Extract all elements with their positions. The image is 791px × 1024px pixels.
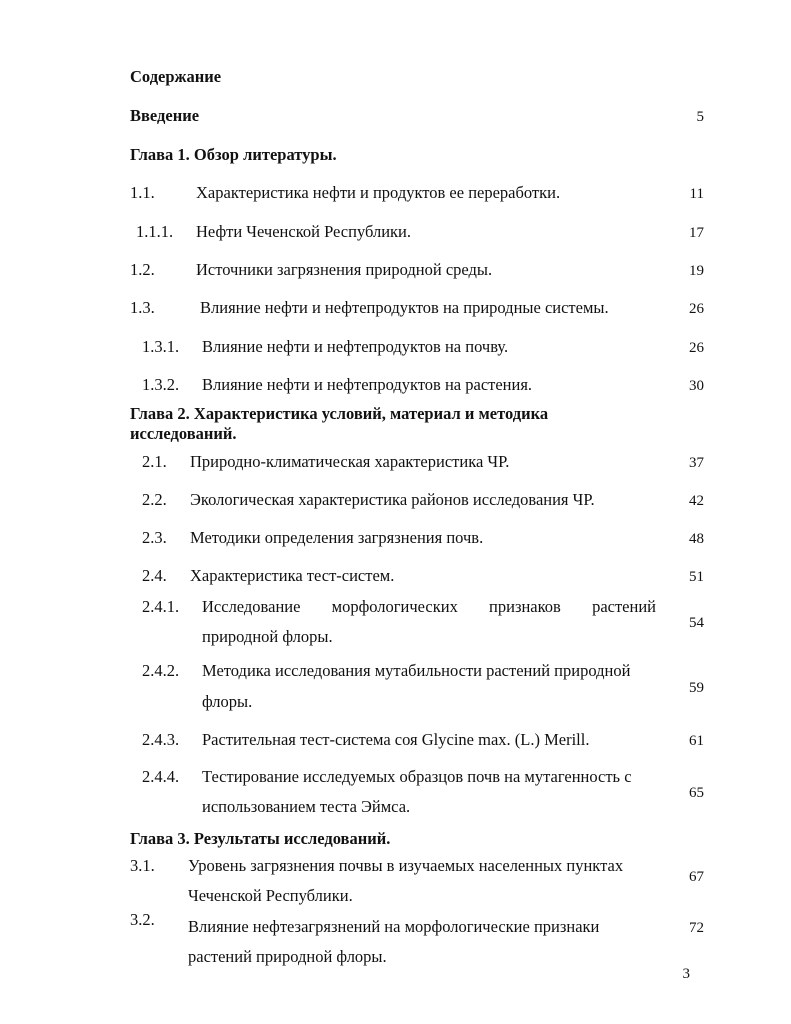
toc-word: Исследование — [202, 597, 301, 616]
toc-entry-label-cont: флоры. — [202, 692, 253, 711]
toc-entry-number: 2.3. — [142, 528, 167, 547]
toc-chapter-2: Глава 2. Характеристика условий, материал и методика — [130, 404, 549, 423]
toc-entry-number: 2.4. — [142, 566, 167, 585]
toc-entry-page: 17 — [689, 225, 704, 241]
toc-entry-label: Источники загрязнения природной среды. — [196, 260, 493, 279]
toc-entry-page: 65 — [689, 785, 704, 801]
toc-title: Содержание — [130, 67, 222, 86]
toc-entry-number: 1.3. — [130, 298, 155, 317]
toc-entry-page: 30 — [689, 378, 704, 394]
toc-intro-page: 5 — [696, 109, 704, 125]
toc-entry-label-cont: растений природной флоры. — [188, 947, 387, 966]
toc-word: признаков — [489, 597, 561, 616]
toc-chapter-2-cont: исследований. — [130, 424, 237, 443]
toc-entry-number: 1.1. — [130, 183, 155, 202]
toc-entry-label: Характеристика нефти и продуктов ее переработки. — [196, 183, 561, 202]
toc-entry-page: 67 — [689, 869, 704, 885]
toc-entry-page: 59 — [689, 680, 704, 696]
toc-entry-page: 37 — [689, 455, 704, 471]
toc-entry-number: 2.1. — [142, 452, 167, 471]
toc-entry-label: Экологическая характеристика районов исследования ЧР. — [190, 490, 595, 509]
toc-entry-page: 48 — [689, 531, 704, 547]
toc-entry-label-cont: Чеченской Республики. — [188, 886, 353, 905]
toc-entry-label: Характеристика тест-систем. — [190, 566, 395, 585]
toc-entry-page: 54 — [689, 615, 704, 631]
toc-entry-number: 2.2. — [142, 490, 167, 509]
toc-entry-page: 42 — [689, 493, 704, 509]
toc-entry-label-cont: природной флоры. — [202, 627, 333, 646]
toc-entry-page: 72 — [689, 920, 704, 936]
toc-entry-page: 26 — [689, 340, 704, 356]
toc-entry-label: Природно-климатическая характеристика ЧР. — [190, 452, 510, 471]
toc-entry-number: 2.4.2. — [142, 661, 180, 680]
toc-entry-label: Методика исследования мутабильности растений природной — [202, 661, 631, 680]
toc-entry-number: 2.4.1. — [142, 597, 180, 616]
toc-entry-page: 26 — [689, 301, 704, 317]
toc-entry-label-cont: использованием теста Эймса. — [202, 797, 411, 816]
toc-entry-number: 2.4.4. — [142, 767, 180, 786]
toc-intro-label: Введение — [130, 106, 200, 125]
toc-entry-label: Тестирование исследуемых образцов почв на мутагенность с — [202, 767, 632, 786]
toc-entry-number: 3.1. — [130, 856, 155, 875]
toc-entry-page: 11 — [689, 186, 704, 202]
toc-entry-label-justified — [202, 597, 656, 617]
toc-entry-number: 1.1.1. — [136, 222, 174, 241]
toc-entry-page: 19 — [689, 263, 704, 279]
toc-chapter-3: Глава 3. Результаты исследований. — [130, 829, 391, 848]
toc-entry-label: Влияние нефтезагрязнений на морфологические признаки — [188, 917, 600, 936]
toc-entry-label: Растительная тест-система соя Glycine max. (L.) Merill. — [202, 730, 590, 749]
toc-entry-label: Влияние нефти и нефтепродуктов на растения. — [202, 375, 533, 394]
toc-word: морфологических — [331, 597, 458, 616]
toc-word: растений — [592, 597, 656, 616]
toc-entry-number: 1.3.1. — [142, 337, 180, 356]
toc-entry-label: Методики определения загрязнения почв. — [190, 528, 484, 547]
toc-entry-page: 51 — [689, 569, 704, 585]
toc-entry-number: 1.3.2. — [142, 375, 180, 394]
toc-entry-label: Влияние нефти и нефтепродуктов на почву. — [202, 337, 509, 356]
toc-entry-number: 1.2. — [130, 260, 155, 279]
toc-chapter-1: Глава 1. Обзор литературы. — [130, 145, 337, 164]
toc-entry-number: 2.4.3. — [142, 730, 180, 749]
toc-entry-label: Нефти Чеченской Республики. — [196, 222, 411, 241]
page-number: 3 — [682, 966, 690, 982]
toc-entry-page: 61 — [689, 733, 704, 749]
toc-entry-number: 3.2. — [130, 910, 155, 929]
toc-entry-label: Уровень загрязнения почвы в изучаемых населенных пунктах — [188, 856, 624, 875]
toc-entry-label: Влияние нефти и нефтепродуктов на природные системы. — [200, 298, 609, 317]
